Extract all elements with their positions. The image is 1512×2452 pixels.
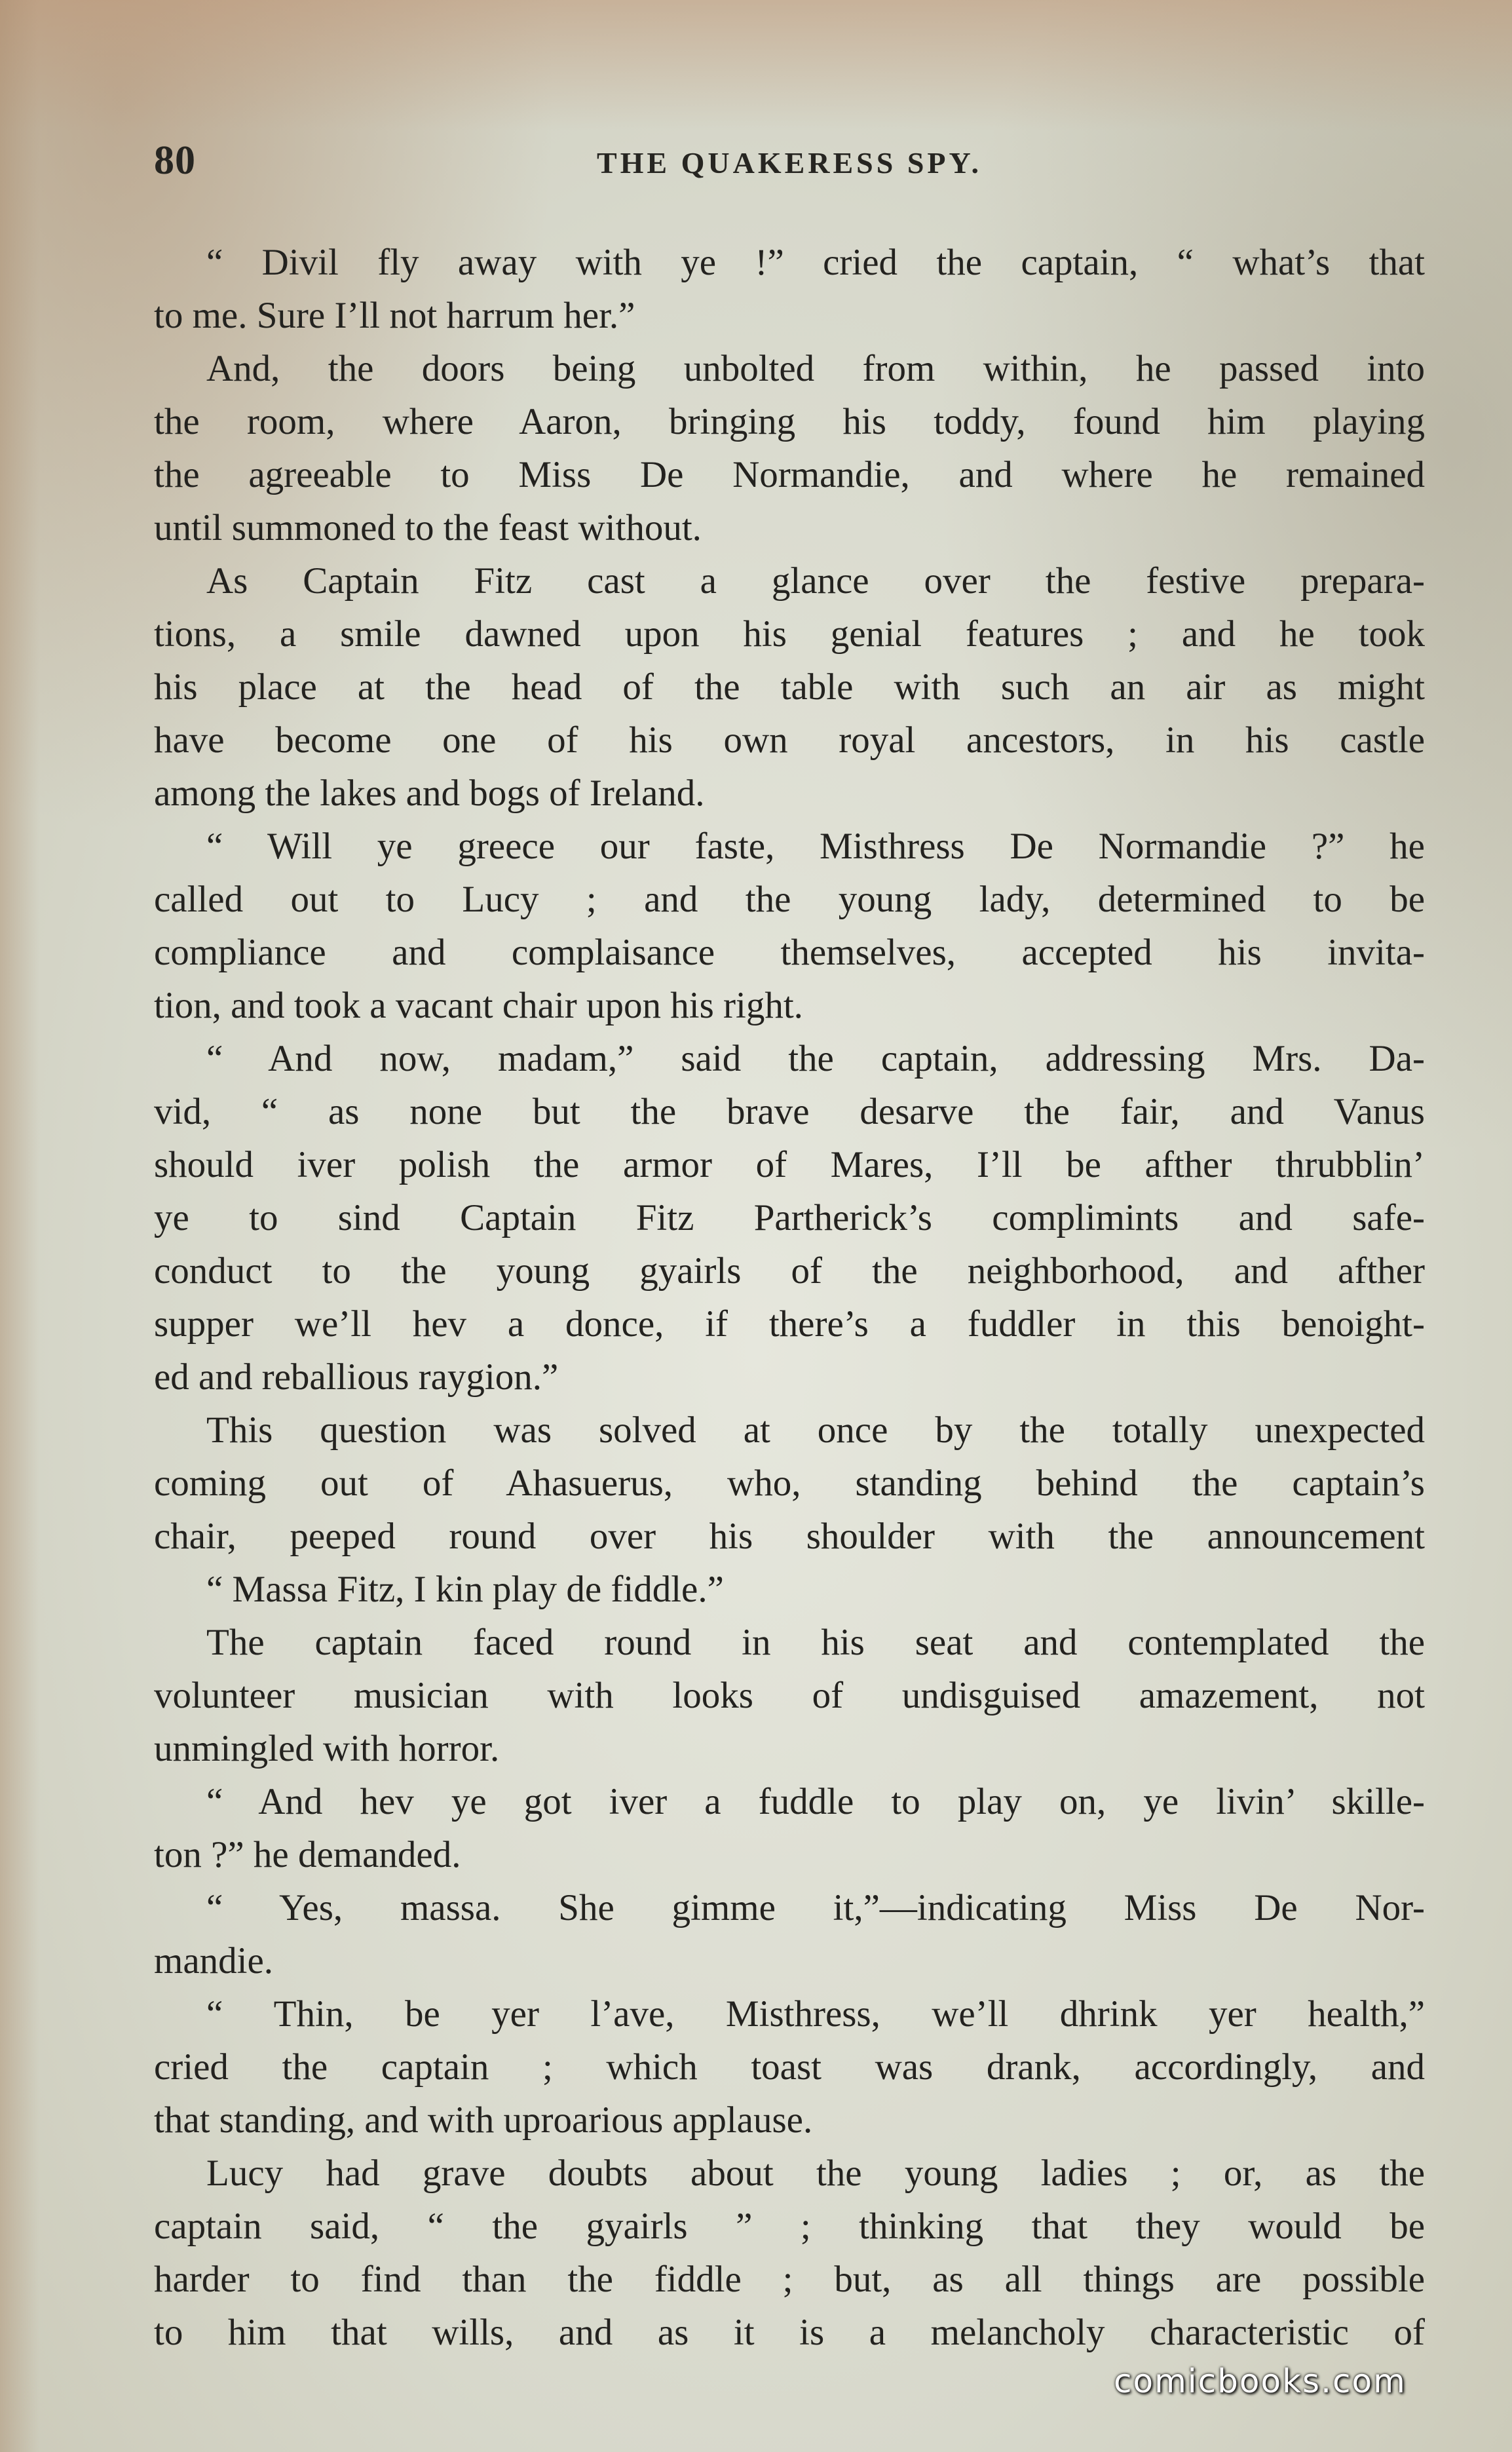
text-line: tion, and took a vacant chair upon his right.	[154, 985, 803, 1026]
text-line: until summoned to the feast without.	[154, 507, 702, 548]
text-line: “ Will ye greece our faste, Misthress De Normandie ?” he	[206, 826, 1425, 867]
page-number: 80	[154, 138, 196, 183]
text-line: to me. Sure I’ll not harrum her.”	[154, 295, 635, 336]
text-line: “ And now, madam,” said the captain, addressing Mrs. Da-	[206, 1038, 1425, 1079]
text-line: “ And hev ye got iver a fuddle to play on, ye livin’ skille-	[206, 1781, 1425, 1822]
text-line: his place at the head of the table with such an air as might	[154, 666, 1425, 708]
body-text	[154, 236, 1425, 2359]
text-line: “ Divil fly away with ye !” cried the captain, “ what’s that	[206, 242, 1425, 283]
text-line: And, the doors being unbolted from within, he passed into	[206, 348, 1425, 389]
page-edge-shadow	[0, 0, 39, 2452]
page-header	[154, 138, 1425, 183]
text-line: called out to Lucy ; and the young lady, determined to be	[154, 879, 1425, 920]
text-line: ye to sind Captain Fitz Partherick’s complimints and safe-	[154, 1197, 1425, 1238]
text-line: supper we’ll hev a donce, if there’s a fuddler in this benoight-	[154, 1303, 1425, 1345]
text-line: cried the captain ; which toast was drank, accordingly, and	[154, 2046, 1425, 2088]
text-line: vid, “ as none but the brave desarve the fair, and Vanus	[154, 1091, 1425, 1132]
text-line: mandie.	[154, 1940, 274, 1982]
text-line: As Captain Fitz cast a glance over the festive prepara-	[206, 560, 1425, 602]
text-line: chair, peeped round over his shoulder with the announcement	[154, 1516, 1425, 1557]
text-line: unmingled with horror.	[154, 1728, 500, 1769]
text-line: coming out of Ahasuerus, who, standing behind the captain’s	[154, 1463, 1425, 1504]
text-line: “ Thin, be yer l’ave, Misthress, we’ll dhrink yer health,”	[206, 1993, 1425, 2035]
text-line: ed and reballious raygion.”	[154, 1356, 559, 1398]
text-line: the agreeable to Miss De Normandie, and where he remained	[154, 454, 1425, 495]
running-title: THE QUAKERESS SPY.	[596, 146, 983, 180]
text-line: harder to find than the fiddle ; but, as all things are possible	[154, 2259, 1425, 2300]
text-line: the room, where Aaron, bringing his toddy, found him playing	[154, 401, 1425, 442]
text-line: This question was solved at once by the totally unexpected	[206, 1409, 1425, 1451]
text-line: “ Yes, massa. She gimme it,”—indicating Miss De Nor-	[206, 1887, 1425, 1928]
text-line: “ Massa Fitz, I kin play de fiddle.”	[206, 1569, 724, 1610]
text-line: have become one of his own royal ancestors, in his castle	[154, 719, 1425, 761]
page-stain	[0, 0, 1512, 131]
text-line: ton ?” he demanded.	[154, 1834, 461, 1875]
text-line: tions, a smile dawned upon his genial features ; and he took	[154, 613, 1425, 655]
site-watermark: comicbooks.com	[1114, 2362, 1407, 2400]
text-line: The captain faced round in his seat and contemplated the	[206, 1622, 1425, 1663]
text-line: should iver polish the armor of Mares, I’ll be afther thrubblin’	[154, 1144, 1425, 1185]
text-line: that standing, and with uproarious applause.	[154, 2099, 813, 2141]
text-line: captain said, “ the gyairls ” ; thinking that they would be	[154, 2206, 1425, 2247]
text-line: conduct to the young gyairls of the neighborhood, and afther	[154, 1250, 1425, 1292]
text-line: to him that wills, and as it is a melancholy characteristic of	[154, 2312, 1425, 2353]
text-line: Lucy had grave doubts about the young ladies ; or, as the	[206, 2153, 1425, 2194]
text-line: among the lakes and bogs of Ireland.	[154, 773, 705, 814]
text-line: compliance and complaisance themselves, accepted his invita-	[154, 932, 1425, 973]
text-line: volunteer musician with looks of undisguised amazement, not	[154, 1675, 1425, 1716]
